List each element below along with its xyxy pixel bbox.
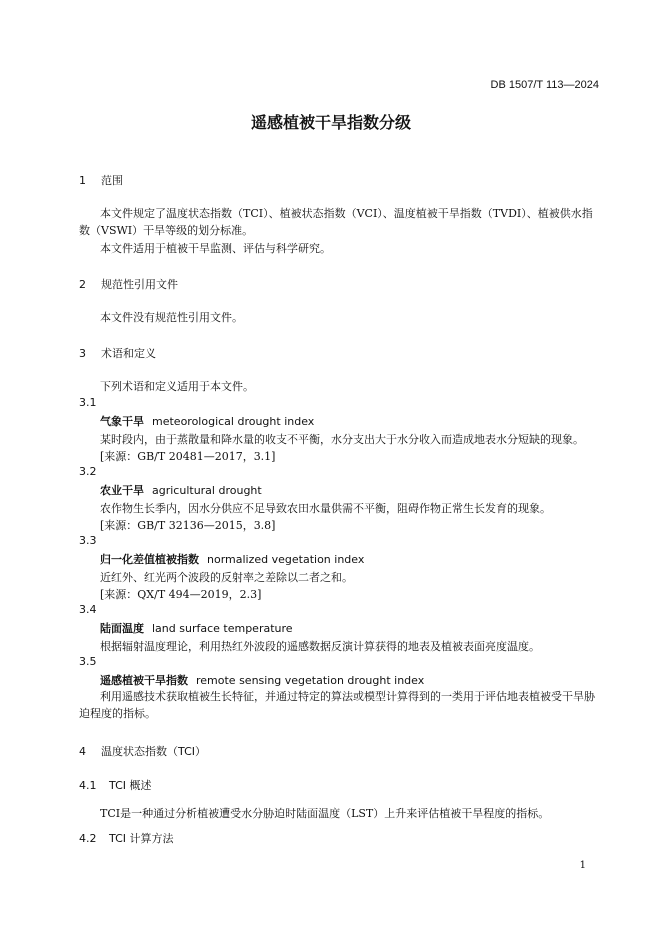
term-name: [100, 413, 314, 429]
subsection-heading-4-2: [79, 830, 174, 846]
document-title: 遥感植被干旱指数分级: [250, 113, 411, 132]
term-definition: 某时段内，由于蒸散量和降水量的收支不平衡，水分支出大于水分收入而造成地表水分短缺的现象。: [100, 433, 584, 446]
term-definition: 近红外、红光两个波段的反射率之差除以二者之和。: [100, 571, 353, 584]
term-definition: 农作物生长季内，因水分供应不足导致农田水量供需不平衡，阻碍作物正常生长发育的现象。: [100, 502, 551, 515]
term-name-zh: 陆面温度: [100, 622, 144, 635]
term-name: [100, 551, 364, 567]
term-source: [来源：QX/T 494—2019，2.3]: [100, 588, 262, 601]
term-definition: 根据辐射温度理论，利用热红外波段的遥感数据反演计算获得的地表及植被表面亮度温度。: [100, 640, 540, 653]
term-number: 3.3: [79, 534, 97, 547]
section-number: 3: [79, 347, 86, 360]
term-definition: 利用遥感技术获取植被生长特征，并通过特定的算法或模型计算得到的一类用于评估地表植被受干旱胁迫程度的指标。: [79, 690, 595, 720]
section-number: 2: [79, 278, 86, 291]
term-source: [来源：GB/T 32136—2015，3.8]: [100, 519, 276, 532]
term-number: 3.4: [79, 603, 97, 616]
term-name: [100, 620, 293, 636]
section-title: 范围: [101, 174, 123, 187]
term-name-zh: 归一化差值植被指数: [100, 553, 199, 566]
section-number: 4: [79, 745, 86, 758]
section-heading-3: [79, 345, 156, 361]
page-number: 1: [579, 860, 586, 871]
term-number: 3.1: [79, 396, 97, 409]
section-heading-1: [79, 172, 123, 188]
paragraph: 本文件规定了温度状态指数（TCI）、植被状态指数（VCI）、温度植被干旱指数（TVDI）、植被供水指数（VSWI）干旱等级的划分标准。: [79, 207, 593, 237]
term-name: [100, 672, 424, 688]
section-title: 规范性引用文件: [101, 278, 178, 291]
section-heading-2: [79, 276, 178, 292]
document-code: DB 1507/T 113—2024: [490, 79, 599, 91]
term-number: 3.2: [79, 465, 97, 478]
paragraph: TCI是一种通过分析植被遭受水分胁迫时陆面温度（LST）上升来评估植被干旱程度的指标。: [100, 807, 550, 820]
paragraph: 下列术语和定义适用于本文件。: [100, 380, 254, 393]
section-title: 术语和定义: [101, 347, 156, 360]
term-name-zh: 遥感植被干旱指数: [100, 674, 188, 687]
term-name-en: land surface temperature: [152, 622, 293, 635]
subsection-number: 4.2: [79, 832, 97, 845]
section-title: 温度状态指数（TCI）: [101, 745, 206, 758]
section-number: 1: [79, 174, 86, 187]
term-name: [100, 482, 262, 498]
term-name-en: agricultural drought: [152, 484, 262, 497]
subsection-title: TCI 概述: [109, 779, 152, 792]
subsection-number: 4.1: [79, 779, 97, 792]
subsection-heading-4-1: [79, 777, 152, 793]
term-name-zh: 气象干旱: [100, 415, 144, 428]
term-source: [来源：GB/T 20481—2017，3.1]: [100, 450, 276, 463]
paragraph: 本文件没有规范性引用文件。: [100, 311, 243, 324]
term-name-en: remote sensing vegetation drought index: [196, 674, 425, 687]
section-heading-4: [79, 743, 206, 759]
term-number: 3.5: [79, 655, 97, 668]
term-name-zh: 农业干旱: [100, 484, 144, 497]
term-name-en: normalized vegetation index: [207, 553, 365, 566]
paragraph: 本文件适用于植被干旱监测、评估与科学研究。: [100, 242, 331, 255]
subsection-title: TCI 计算方法: [109, 832, 174, 845]
term-name-en: meteorological drought index: [152, 415, 315, 428]
